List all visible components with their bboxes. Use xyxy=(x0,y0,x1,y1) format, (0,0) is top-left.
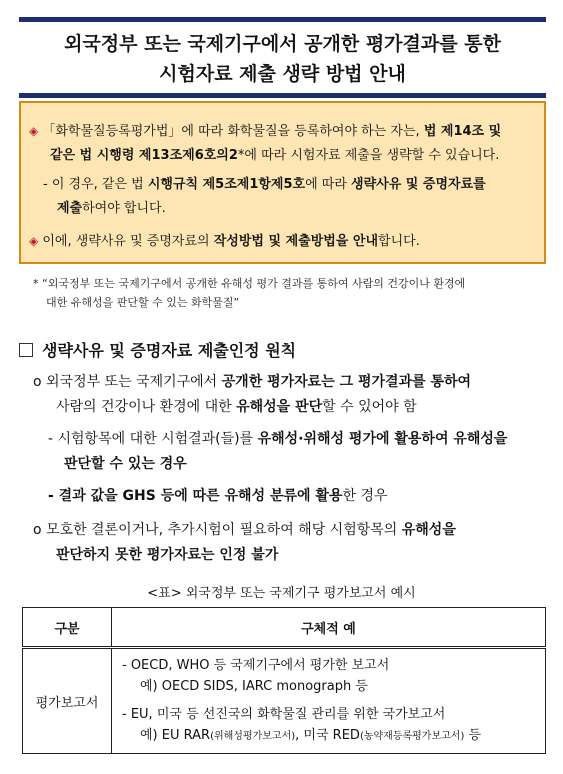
principle-text: 한 경우 xyxy=(342,488,388,504)
principle-1-sub-2 xyxy=(48,485,388,507)
title-top-bar xyxy=(19,17,546,22)
principle-text-bold: 판단할 수 있는 경우 xyxy=(64,456,187,472)
notice-text: 「화학물질등록평가법」에 따라 화학물질을 등록하여야 하는 자는, xyxy=(42,124,424,139)
square-box-icon xyxy=(19,343,33,357)
page-title-line1: 외국정부 또는 국제기구에서 공개한 평가결과를 통한 xyxy=(64,33,501,55)
title-bottom-bar xyxy=(19,93,546,98)
notice-line-5 xyxy=(29,232,420,251)
notice-line-4 xyxy=(57,200,166,218)
notice-text: 에 따라 xyxy=(305,177,352,192)
notice-line-2 xyxy=(50,147,499,165)
notice-line-3 xyxy=(43,176,486,194)
example-text: , 미국 RED xyxy=(295,728,360,743)
notice-text: 하여야 합니다. xyxy=(82,201,166,216)
page-title-line2: 시험자료 제출 생략 방법 안내 xyxy=(159,63,406,85)
footnote-line-1: * “외국정부 또는 국제기구에서 공개한 유해성 평가 결과를 통하여 사람의 건강이나 환경에 xyxy=(33,277,466,290)
notice-text-bold: 시행규칙 제5조제1항제5호 xyxy=(147,177,306,192)
example-text-small: (농약재등록평가보고서) xyxy=(359,731,465,742)
header-category: 구분 xyxy=(23,608,112,648)
header-examples: 구체적 예 xyxy=(112,608,546,648)
principle-text-bold: 유해성을 xyxy=(401,522,456,538)
principle-1-line-1 xyxy=(33,371,471,393)
notice-text: - 이 경우, 같은 법 xyxy=(43,177,148,192)
diamond-bullet-icon: ◈ xyxy=(29,234,39,248)
example-line: - EU, 미국 등 선진국의 화학물질 관리를 위한 국가보고서 xyxy=(122,707,446,722)
notice-line-1 xyxy=(29,122,501,141)
footnote-line-2: 대한 유해성을 판단할 수 있는 화학물질” xyxy=(46,296,240,309)
table-header-row xyxy=(23,608,546,648)
notice-text-bold: 작성방법 및 제출방법을 안내 xyxy=(213,234,379,249)
principle-1-line-2 xyxy=(56,396,417,418)
example-line: 예) OECD SIDS, IARC monograph 등 xyxy=(140,679,368,694)
notice-text-bold: 제출 xyxy=(57,201,83,216)
report-example-table xyxy=(22,607,546,754)
notice-text-bold: 생략사유 및 증명자료를 xyxy=(351,177,486,192)
example-text-small: (위해성평가보고서) xyxy=(210,731,296,742)
example-text: 등 xyxy=(464,728,482,743)
diamond-bullet-icon: ◈ xyxy=(29,124,39,138)
section-heading xyxy=(19,338,296,361)
notice-text-bold: 법 제14조 및 xyxy=(423,124,502,139)
principle-text: 사람의 건강이나 환경에 대한 xyxy=(56,399,237,415)
table-row xyxy=(23,648,546,754)
notice-text: *에 따라 시험자료 제출을 생략할 수 있습니다. xyxy=(237,148,500,163)
principle-1-sub-1-line-2 xyxy=(64,453,187,475)
example-line xyxy=(122,725,535,747)
example-text: 예) EU RAR xyxy=(140,728,211,743)
section-heading-text: 생략사유 및 증명자료 제출인정 원칙 xyxy=(42,341,297,360)
principle-text-bold: 판단하지 못한 평가자료는 인정 불가 xyxy=(56,547,279,563)
table-caption: <표> 외국정부 또는 국제기구 평가보고서 예시 xyxy=(147,586,416,601)
notice-box xyxy=(19,101,546,264)
principle-1-sub-1-line-1 xyxy=(48,428,507,450)
principle-text: o 외국정부 또는 국제기구에서 xyxy=(33,374,222,390)
principle-text-bold: - 결과 값을 GHS 등에 따른 유해성 분류에 활용 xyxy=(48,488,343,504)
principle-text-bold: 유해성을 판단 xyxy=(236,399,323,415)
principle-text: 할 수 있어야 함 xyxy=(322,399,417,415)
notice-text-bold: 같은 법 시행령 제13조제6호의2 xyxy=(50,148,238,163)
principle-text: o 모호한 결론이거나, 추가시험이 필요하여 해당 시험항목의 xyxy=(33,522,402,538)
principle-2-line-2 xyxy=(56,544,278,566)
principle-text-bold: 공개한 평가자료는 그 평가결과를 통하여 xyxy=(221,374,472,390)
principle-text: - 시험항목에 대한 시험결과(들)를 xyxy=(48,431,258,447)
examples-cell xyxy=(112,648,546,754)
principle-2-line-1 xyxy=(33,519,456,541)
category-cell: 평가보고서 xyxy=(23,648,112,754)
principle-text-bold: 유해성·위해성 평가에 활용하여 유해성을 xyxy=(257,431,508,447)
example-line: - OECD, WHO 등 국제기구에서 평가한 보고서 xyxy=(122,658,390,673)
notice-text: 합니다. xyxy=(378,234,420,249)
notice-text: 이에, 생략사유 및 증명자료의 xyxy=(42,234,214,249)
